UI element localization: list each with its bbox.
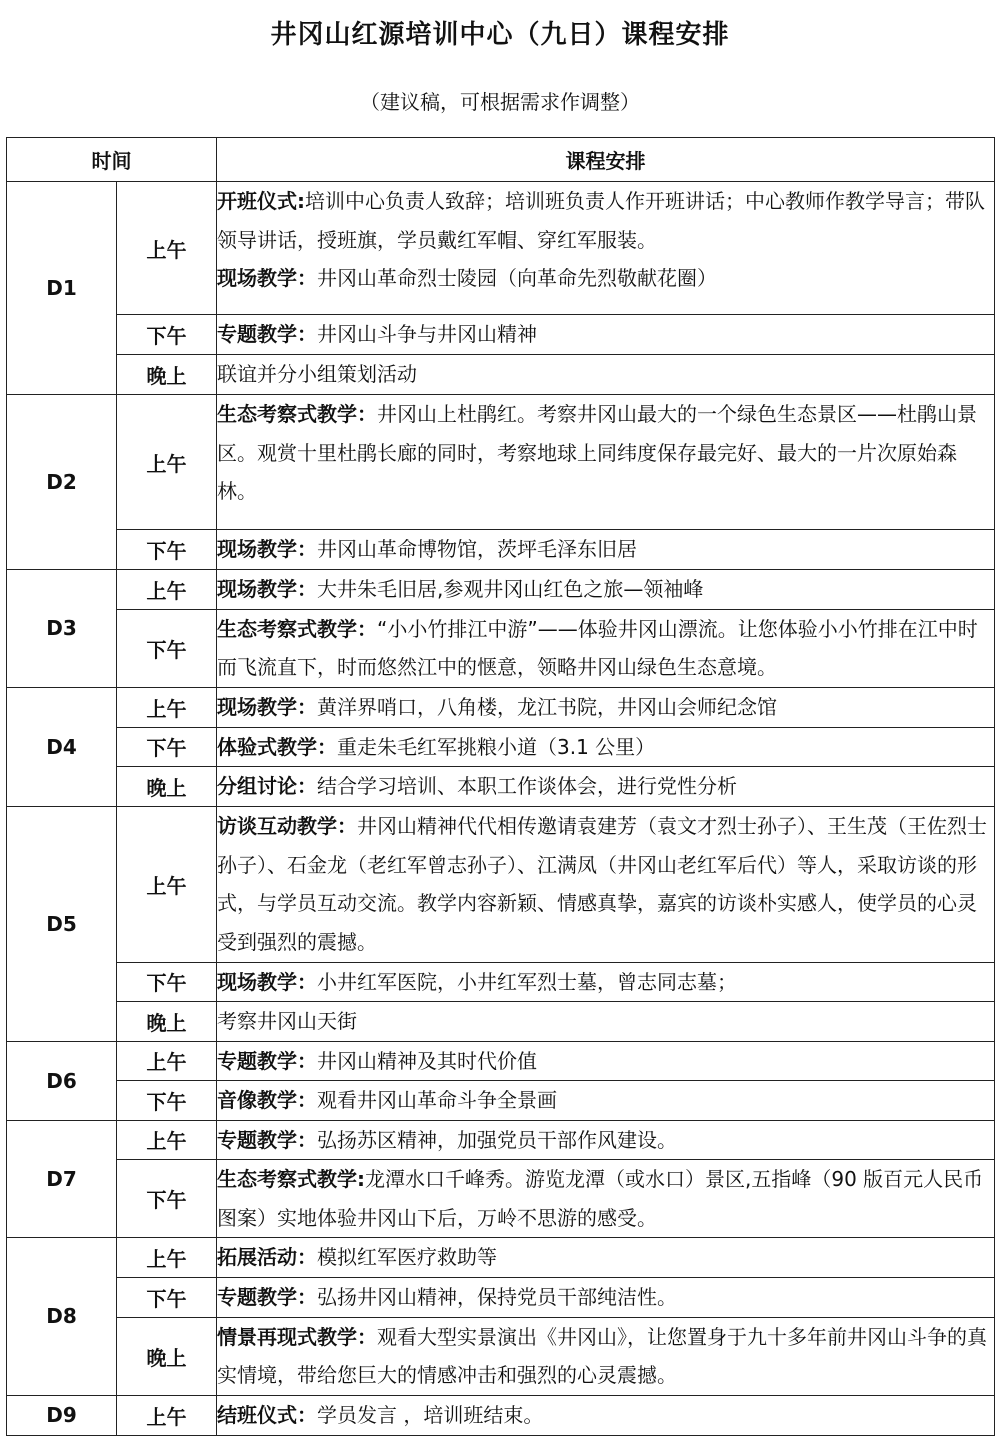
session-content — [217, 1002, 995, 1042]
session-line — [217, 395, 994, 511]
period-label: 下午 — [117, 1160, 217, 1238]
session-content — [217, 1238, 995, 1278]
session-text: 井冈山精神及其时代价值 — [317, 1048, 537, 1073]
period-label: 上午 — [117, 182, 217, 315]
session-text: 井冈山精神代代相传邀请袁建芳（袁文才烈士孙子）、王生茂（王佐烈士孙子）、石金龙（老红军曾志孙子）、江满凤（井冈山老红军后代）等人，采取访谈的形式，与学员互动交流。教学内容新颖、情感真挚，嘉宾的访谈朴实感人，使学员的心灵受到强烈的震撼。 — [217, 814, 987, 954]
table-row — [7, 395, 995, 530]
table-header-row — [7, 138, 995, 182]
period-label: 下午 — [117, 609, 217, 687]
day-label: D5 — [7, 806, 117, 1041]
session-text: 重走朱毛红军挑粮小道（3.1 公里） — [337, 734, 656, 759]
period-label: 上午 — [117, 687, 217, 727]
session-content — [217, 1317, 995, 1395]
session-line — [217, 1121, 994, 1160]
table-row — [7, 609, 995, 687]
session-type-label: 现场教学： — [217, 266, 317, 290]
session-line — [217, 1081, 994, 1120]
session-content — [217, 609, 995, 687]
session-line — [217, 570, 994, 609]
table-row — [7, 727, 995, 767]
session-type-label: 专题教学： — [217, 322, 317, 347]
period-label: 晚上 — [117, 1317, 217, 1395]
session-line — [217, 807, 994, 961]
period-label: 晚上 — [117, 767, 217, 807]
period-label: 上午 — [117, 1395, 217, 1435]
session-type-label: 情景再现式教学： — [217, 1324, 377, 1349]
table-row — [7, 1317, 995, 1395]
day-label: D1 — [7, 182, 117, 395]
session-type-label: 分组讨论： — [217, 774, 317, 798]
session-line — [217, 259, 994, 298]
session-content — [217, 727, 995, 767]
session-type-label: 现场教学： — [217, 537, 317, 561]
day-label: D3 — [7, 569, 117, 687]
period-label: 下午 — [117, 530, 217, 570]
session-text: 考察井冈山天街 — [217, 1009, 357, 1033]
day-label: D8 — [7, 1238, 117, 1396]
table-row — [7, 687, 995, 727]
session-content — [217, 806, 995, 962]
session-text: 弘扬苏区精神，加强党员干部作风建设。 — [317, 1127, 677, 1152]
period-label: 下午 — [117, 1278, 217, 1318]
table-row — [7, 1395, 995, 1435]
table-row — [7, 355, 995, 395]
period-label: 上午 — [117, 1120, 217, 1160]
session-text: 井冈山上杜鹃红。考察井冈山最大的一个绿色生态景区——杜鹃山景区。观赏十里杜鹃长廊的同时，考察地球上同纬度保存最完好、最大的一片次原始森林。 — [217, 402, 977, 503]
table-row — [7, 1002, 995, 1042]
session-type-label: 开班仪式: — [217, 189, 305, 213]
day-label: D7 — [7, 1120, 117, 1238]
header-time: 时间 — [7, 138, 217, 182]
session-content — [217, 315, 995, 355]
session-type-label: 访谈互动教学： — [217, 814, 357, 838]
table-row — [7, 1238, 995, 1278]
session-content — [217, 1041, 995, 1081]
session-line — [217, 1396, 994, 1435]
session-text: “小小竹排江中游”——体验井冈山漂流。让您体验小小竹排在江中时而飞流直下，时而悠然江中的惬意，领略井冈山绿色生态意境。 — [217, 616, 978, 679]
day-label: D2 — [7, 395, 117, 570]
schedule-table — [6, 137, 995, 1436]
session-content — [217, 1160, 995, 1238]
session-content — [217, 1278, 995, 1318]
day-label: D9 — [7, 1395, 117, 1435]
session-type-label: 专题教学： — [217, 1285, 317, 1309]
session-text: 结合学习培训、本职工作谈体会，进行党性分析 — [317, 774, 737, 798]
session-text: 培训中心负责人致辞；培训班负责人作开班讲话；中心教师作教学导言；带队领导讲话，授班旗，学员戴红军帽、穿红军服装。 — [217, 189, 985, 252]
session-text: 黄洋界哨口，八角楼，龙江书院，井冈山会师纪念馆 — [317, 694, 777, 719]
period-label: 上午 — [117, 569, 217, 609]
session-content — [217, 395, 995, 530]
session-line — [217, 1042, 994, 1081]
session-line — [217, 963, 994, 1002]
period-label: 下午 — [117, 1081, 217, 1121]
session-line — [217, 315, 994, 354]
session-text: 小井红军医院，小井红军烈士墓，曾志同志墓； — [317, 969, 737, 994]
session-text: 观看大型实景演出《井冈山》，让您置身于九十多年前井冈山斗争的真实情境，带给您巨大的情感冲击和强烈的心灵震撼。 — [217, 1324, 987, 1387]
session-type-label: 结班仪式： — [217, 1402, 317, 1427]
period-label: 上午 — [117, 1041, 217, 1081]
session-type-label: 现场教学： — [217, 694, 317, 719]
session-type-label: 现场教学： — [217, 576, 317, 601]
session-line — [217, 355, 994, 394]
page-title: 井冈山红源培训中心（九日）课程安排 — [270, 20, 730, 50]
session-content — [217, 530, 995, 570]
period-label: 晚上 — [117, 1002, 217, 1042]
session-line — [217, 688, 994, 727]
session-text: 弘扬井冈山精神，保持党员干部纯洁性。 — [317, 1285, 677, 1309]
period-label: 晚上 — [117, 355, 217, 395]
period-label: 上午 — [117, 806, 217, 962]
session-type-label: 拓展活动： — [217, 1245, 317, 1270]
session-text: 井冈山革命烈士陵园（向革命先烈敬献花圈） — [317, 266, 717, 290]
session-content — [217, 767, 995, 807]
session-text: 大井朱毛旧居,参观井冈山红色之旅—领袖峰 — [317, 576, 704, 601]
header-schedule: 课程安排 — [217, 138, 995, 182]
session-content — [217, 962, 995, 1002]
session-line — [217, 610, 994, 687]
session-line — [217, 1160, 994, 1237]
schedule-body — [7, 182, 995, 1436]
period-label: 下午 — [117, 315, 217, 355]
session-line — [217, 767, 994, 806]
period-label: 下午 — [117, 962, 217, 1002]
session-line — [217, 1238, 994, 1277]
session-line — [217, 182, 994, 259]
page-subtitle: （建议稿，可根据需求作调整） — [360, 90, 640, 114]
session-content — [217, 182, 995, 315]
table-row — [7, 1278, 995, 1318]
session-type-label: 生态考察式教学: — [217, 1167, 365, 1191]
table-row — [7, 1041, 995, 1081]
session-type-label: 生态考察式教学： — [217, 616, 377, 641]
session-line — [217, 530, 994, 569]
table-row — [7, 1120, 995, 1160]
session-content — [217, 1081, 995, 1121]
table-row — [7, 767, 995, 807]
table-row — [7, 569, 995, 609]
session-text: 井冈山斗争与井冈山精神 — [317, 322, 537, 347]
session-type-label: 生态考察式教学： — [217, 402, 377, 426]
session-type-label: 音像教学： — [217, 1088, 317, 1112]
session-content — [217, 687, 995, 727]
session-line — [217, 728, 994, 767]
table-row — [7, 1081, 995, 1121]
session-content — [217, 1120, 995, 1160]
session-text: 龙潭水口千峰秀。游览龙潭（或水口）景区,五指峰（90 版百元人民币图案）实地体验井冈山下后，万岭不思游的感受。 — [217, 1167, 984, 1230]
period-label: 下午 — [117, 727, 217, 767]
session-line — [217, 1278, 994, 1317]
table-row — [7, 182, 995, 315]
session-line — [217, 1002, 994, 1041]
table-row — [7, 1160, 995, 1238]
period-label: 上午 — [117, 395, 217, 530]
table-row — [7, 530, 995, 570]
session-text: 联谊并分小组策划活动 — [217, 362, 417, 387]
session-type-label: 专题教学： — [217, 1127, 317, 1152]
session-content — [217, 355, 995, 395]
session-text: 模拟红军医疗救助等 — [317, 1245, 497, 1270]
session-type-label: 体验式教学： — [217, 734, 337, 759]
session-text: 井冈山革命博物馆，茨坪毛泽东旧居 — [317, 537, 637, 561]
session-content — [217, 1395, 995, 1435]
table-row — [7, 806, 995, 962]
period-label: 上午 — [117, 1238, 217, 1278]
table-row — [7, 315, 995, 355]
session-text: 学员发言 ，培训班结束。 — [317, 1402, 544, 1427]
table-row — [7, 962, 995, 1002]
session-content — [217, 569, 995, 609]
session-type-label: 专题教学： — [217, 1048, 317, 1073]
day-label: D4 — [7, 687, 117, 806]
session-type-label: 现场教学： — [217, 969, 317, 994]
day-label: D6 — [7, 1041, 117, 1120]
session-line — [217, 1318, 994, 1395]
session-text: 观看井冈山革命斗争全景画 — [317, 1088, 557, 1112]
